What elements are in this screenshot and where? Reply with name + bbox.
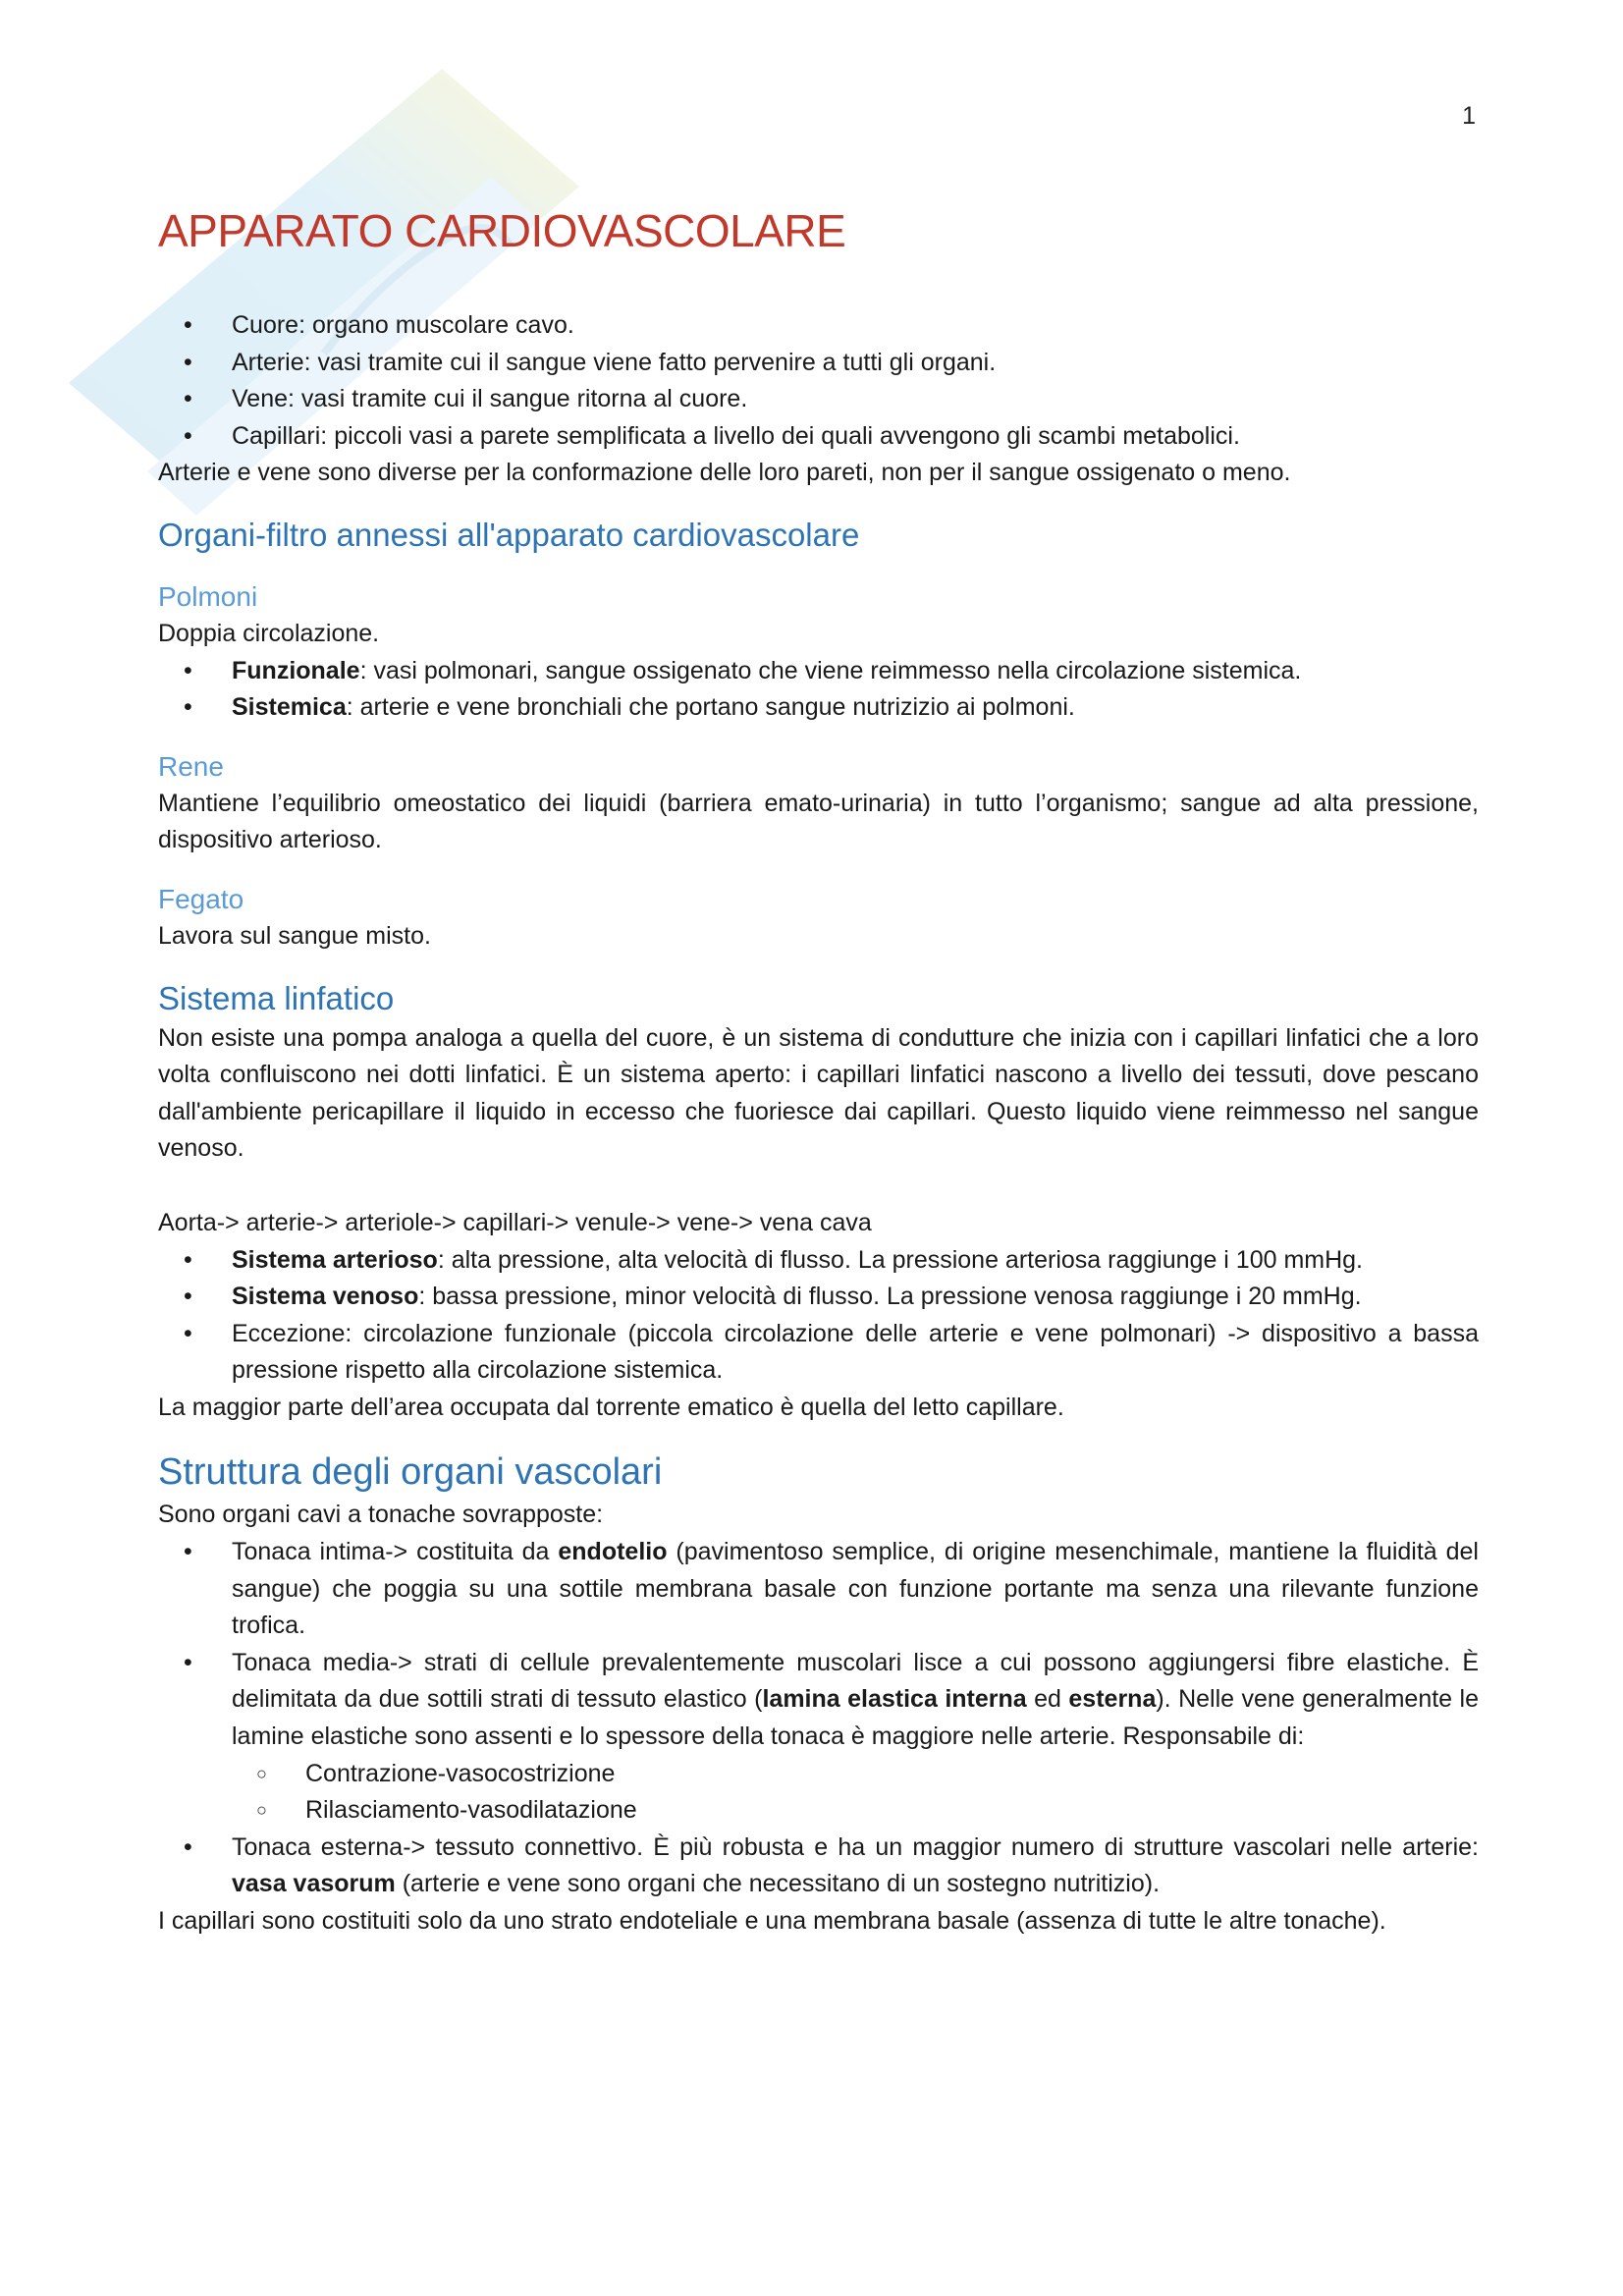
list-item: • Sistema arterioso: alta pressione, alta velocità di flusso. La pressione arteriosa raggiunge i 100 mmHg. — [158, 1242, 1479, 1280]
term: lamina elastica interna — [762, 1685, 1027, 1714]
sub-list-item: ○ Rilasciamento-vasodilatazione — [232, 1792, 1479, 1830]
section-heading-struttura: Struttura degli organi vascolari — [158, 1451, 663, 1494]
page-number: 1 — [1462, 102, 1476, 130]
list-item-tonaca-intima: • Tonaca intima-> costituita da endotelio (pavimentoso semplice, di origine mesenchimale, mantiene la fluidità del sangue) che poggia su una sottile membrana basale con funzione portante ma senza una rilevante funzione trofica. — [158, 1534, 1479, 1645]
struttura-note: I capillari sono costituiti solo da uno strato endoteliale e una membrana basale (assenza di tutte le altre tonache). — [158, 1907, 1386, 1935]
fegato-text: Lavora sul sangue misto. — [158, 921, 431, 950]
term: Sistema venoso — [232, 1283, 419, 1311]
section-heading-organi: Organi-filtro annessi all'apparato cardiovascolare — [158, 516, 860, 553]
term: esterna — [1068, 1685, 1157, 1714]
rene-text: Mantiene l’equilibrio omeostatico dei liquidi (barriera emato-urinaria) in tutto l’organismo; sangue ad alta pressione, dispositivo arterioso. — [158, 789, 1479, 854]
list-item: • Sistemica: arterie e vene bronchiali che portano sangue nutrizizio ai polmoni. — [158, 689, 1479, 727]
list-item: • Capillari: piccoli vasi a parete semplificata a livello dei quali avvengono gli scambi metabolici. — [158, 418, 1479, 456]
page-title: APPARATO CARDIOVASCOLARE — [158, 205, 846, 256]
term: Funzionale — [232, 656, 360, 684]
list-item: • Eccezione: circolazione funzionale (piccola circolazione delle arterie e vene polmonari) -> dispositivo a bassa pressione rispetto alla circolazione sistemica. — [158, 1316, 1479, 1390]
list-item-tonaca-esterna: • Tonaca esterna-> tessuto connettivo. È più robusta e ha un maggior numero di strutture vascolari nelle arterie: vasa vasorum (arterie e vene sono organi che necessitano di un sostegno nutritizio). — [158, 1830, 1479, 1903]
subheading-polmoni: Polmoni — [158, 580, 258, 612]
list-item: • Sistema venoso: bassa pressione, minor velocità di flusso. La pressione venosa raggiunge i 20 mmHg. — [158, 1279, 1479, 1316]
polmoni-text: Doppia circolazione. — [158, 619, 380, 647]
circulation-flow: Aorta-> arterie-> arteriole-> capillari-> venule-> vene-> vena cava — [158, 1208, 872, 1236]
document-body — [158, 191, 1479, 1941]
term: endotelio — [558, 1538, 668, 1566]
sub-list-item: ○ Contrazione-vasocostrizione — [232, 1756, 1479, 1793]
subheading-fegato: Fegato — [158, 883, 244, 914]
pressure-list — [158, 1242, 1479, 1390]
list-item: • Funzionale: vasi polmonari, sangue ossigenato che viene reimmesso nella circolazione sistemica. — [158, 653, 1479, 690]
struttura-intro: Sono organi cavi a tonache sovrapposte: — [158, 1501, 604, 1529]
list-item: • Cuore: organo muscolare cavo. — [158, 307, 1479, 345]
linfatico-note: La maggior parte dell’area occupata dal torrente ematico è quella del letto capillare. — [158, 1393, 1064, 1421]
intro-list — [158, 307, 1479, 455]
sub-list — [232, 1756, 1479, 1830]
subheading-rene: Rene — [158, 750, 224, 782]
term: Sistema arterioso — [232, 1245, 438, 1274]
section-heading-linfatico: Sistema linfatico — [158, 979, 395, 1016]
list-item-tonaca-media: • Tonaca media-> strati di cellule prevalentemente muscolari lisce a cui possono aggiungersi fibre elastiche. È delimitata da due sottili strati di tessuto elastico (lamina elastica interna ed esterna). Nelle vene generalmente le lamine elastiche sono assenti e lo spessore della tonaca è maggiore nelle arterie. Responsabile di: ○ Contrazione-vasocostrizione ○ Rilasciamento-vasodilatazione — [158, 1645, 1479, 1830]
linfatico-text: Non esiste una pompa analoga a quella del cuore, è un sistema di condutture che inizia con i capillari linfatici che a loro volta confluiscono nei dotti linfatici. È un sistema aperto: i capillari linfatici nascono a livello dei tessuti, dove pescano dall'ambiente pericapillare il liquido in eccesso che fuoriesce dai capillari. Questo liquido viene reimmesso nel sangue venoso. — [158, 1023, 1479, 1163]
polmoni-list — [158, 653, 1479, 727]
intro-note: Arterie e vene sono diverse per la conformazione delle loro pareti, non per il sangue ossigenato o meno. — [158, 459, 1291, 487]
term: Sistemica — [232, 693, 347, 722]
tonache-list — [158, 1534, 1479, 1903]
list-item: • Vene: vasi tramite cui il sangue ritorna al cuore. — [158, 381, 1479, 418]
list-item: • Arterie: vasi tramite cui il sangue viene fatto pervenire a tutti gli organi. — [158, 345, 1479, 382]
term: vasa vasorum — [232, 1870, 396, 1898]
